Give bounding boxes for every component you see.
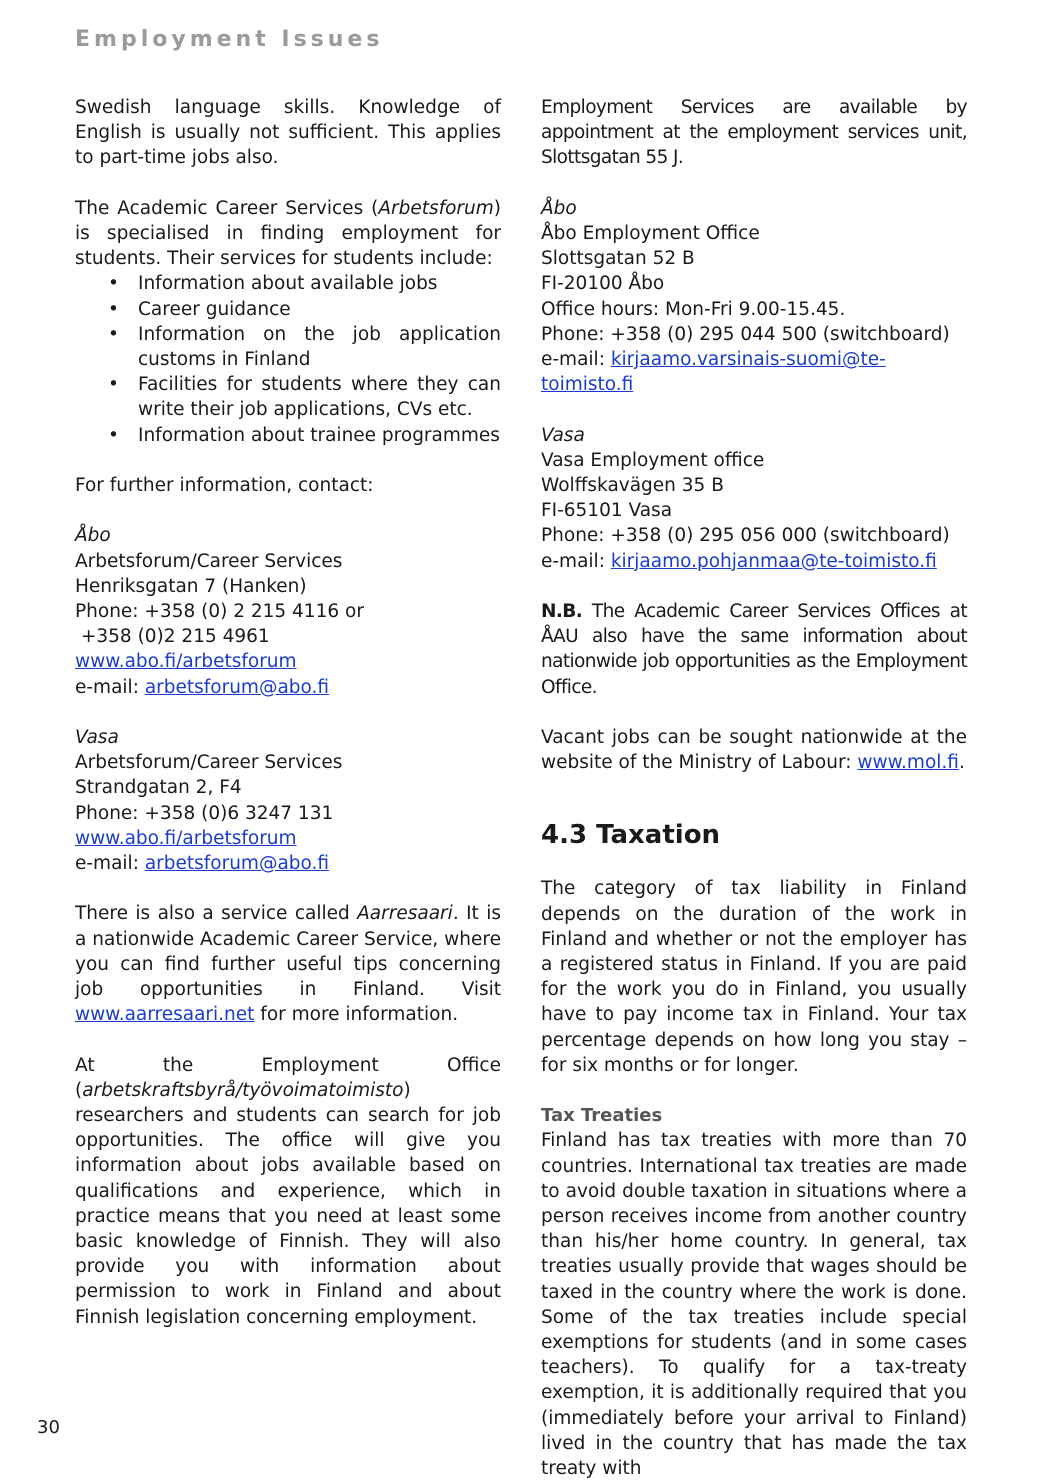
running-header: Employment Issues [75, 27, 384, 52]
aarresaari-paragraph: There is also a service called Aarresaari. It is a nationwide Academic Career Service, where you can find further useful tips concerning job opportunities in Finland. Visit www.aarresaari.net for more information. [75, 903, 501, 1026]
address: Wolffskavägen 35 B [541, 475, 724, 497]
nb-paragraph: N.B. The Academic Career Services Offices at ÅAU also have the same information about nationwide job opportunities as the Employment Office. [541, 601, 967, 698]
postal-code: FI-65101 Vasa [541, 500, 673, 522]
vasa-contact: Vasa Arbetsforum/Career Services Strandgatan 2, F4 Phone: +358 (0)6 3247 131 www.abo.fi/arbetsforum e-mail: arbetsforum@abo.fi [75, 725, 501, 876]
language-paragraph: Swedish language skills. Knowledge of English is usually not sufficient. This applies to part-time jobs also. [75, 97, 501, 169]
right-column [541, 95, 967, 1481]
office-name: Åbo Employment Office [541, 223, 760, 244]
website-link[interactable]: www.abo.fi/arbetsforum [75, 827, 297, 849]
city-label: Vasa [75, 727, 119, 749]
ministry-link[interactable]: www.mol.fi [857, 752, 959, 774]
address: Strandgatan 2, F4 [75, 777, 242, 799]
phone: Phone: +358 (0)6 3247 131 [75, 802, 334, 824]
tax-treaties-paragraph: Finland has tax treaties with more than 70 countries. International tax treaties are made to avoid double taxation in situations where a person receives income from another country than his/her home country. In general, tax treaties usually provide that wages should be taxed in the country where the work is done. Some of the tax treaties include special exemptions for students (and in some cases teachers). To qualify for a tax-treaty exemption, it is additionally required that you (immediately before your arrival to Finland) lived in the country that has made the tax treaty with [541, 1130, 967, 1480]
email-link[interactable]: arbetsforum@abo.fi [144, 676, 330, 698]
tax-liability-paragraph: The category of tax liability in Finland depends on the duration of the work in Finland and whether or not the employer has a registered status in Finland. If you are paid for the work you do in Finland, you usually have to pay income tax in Finland. Your tax percentage depends on how long you stay – for six months or for longer. [541, 878, 967, 1076]
services-list [75, 271, 501, 447]
vacant-jobs-paragraph: Vacant jobs can be sought nationwide at the website of the Ministry of Labour: www.mol.fi. [541, 727, 967, 774]
org-name: Arbetsforum/Career Services [75, 550, 343, 572]
org-name: Arbetsforum/Career Services [75, 752, 343, 774]
aarresaari-link[interactable]: www.aarresaari.net [75, 1004, 255, 1026]
email-link[interactable]: kirjaamo.pohjanmaa@te-toimisto.fi [610, 550, 937, 572]
office-hours: Office hours: Mon-Fri 9.00-15.45. [541, 298, 846, 320]
list-item: • Career guidance [138, 297, 501, 322]
further-info: For further information, contact: [75, 475, 374, 497]
list-item: • Information on the job application customs in Finland [138, 322, 501, 372]
phone: +358 (0)2 215 4961 [75, 626, 270, 648]
left-column [75, 95, 501, 1330]
office-name: Vasa Employment office [541, 449, 765, 471]
website-link[interactable]: www.abo.fi/arbetsforum [75, 651, 297, 673]
city-label: Åbo [541, 197, 577, 219]
address: Slottsgatan 52 B [541, 248, 695, 270]
employment-office-paragraph: At the Employment Office (arbetskraftsbyrå/työvoimatoimisto) researchers and students can search for job opportunities. The office will give you information about jobs available based on qualifications and experience, which in practice means that you need at least some basic knowledge of Finnish. They will also provide you with information about permission to work in Finland and about Finnish legislation concerning employment. [75, 1054, 501, 1328]
city-label: Vasa [541, 424, 585, 446]
list-item: • Information about trainee programmes [138, 423, 501, 448]
address: Henriksgatan 7 (Hanken) [75, 575, 307, 597]
email-link[interactable]: kirjaamo.varsinais-suomi@te-toimisto.fi [541, 349, 886, 396]
phone: Phone: +358 (0) 295 044 500 (switchboard) [541, 323, 950, 345]
postal-code: FI-20100 Åbo [541, 273, 665, 295]
subsection-heading: Tax Treaties [541, 1105, 663, 1127]
abo-office-contact: Åbo Åbo Employment Office Slottsgatan 52 B FI-20100 Åbo Office hours: Mon-Fri 9.00-15.45. Phone: +358 (0) 295 044 500 (switchboard) e-mail: kirjaamo.varsinais-suomi@te-toimisto.fi [541, 196, 967, 398]
phone: Phone: +358 (0) 2 215 4116 or [75, 601, 364, 623]
page-number: 30 [37, 1417, 60, 1438]
appointment-paragraph: Employment Services are available by appointment at the employment services unit, Slottsgatan 55 J. [541, 97, 967, 169]
career-services-paragraph: The Academic Career Services (Arbetsforum) is specialised in finding employment for students. Their services for students include: [75, 197, 501, 270]
abo-contact: Åbo Arbetsforum/Career Services Henriksgatan 7 (Hanken) Phone: +358 (0) 2 215 4116 or +358 (0)2 215 4961 www.abo.fi/arbetsforum e-mail: arbetsforum@abo.fi [75, 523, 501, 699]
section-heading: 4.3 Taxation [541, 820, 721, 851]
list-item: • Facilities for students where they can write their job applications, CVs etc. [138, 372, 501, 422]
city-label: Åbo [75, 525, 111, 547]
vasa-office-contact: Vasa Vasa Employment office Wolffskavägen 35 B FI-65101 Vasa Phone: +358 (0) 295 056 000 (switchboard) e-mail: kirjaamo.pohjanmaa@te-toimisto.fi [541, 423, 967, 574]
email-link[interactable]: arbetsforum@abo.fi [144, 853, 330, 875]
phone: Phone: +358 (0) 295 056 000 (switchboard) [541, 525, 950, 547]
list-item: • Information about available jobs [138, 271, 501, 296]
